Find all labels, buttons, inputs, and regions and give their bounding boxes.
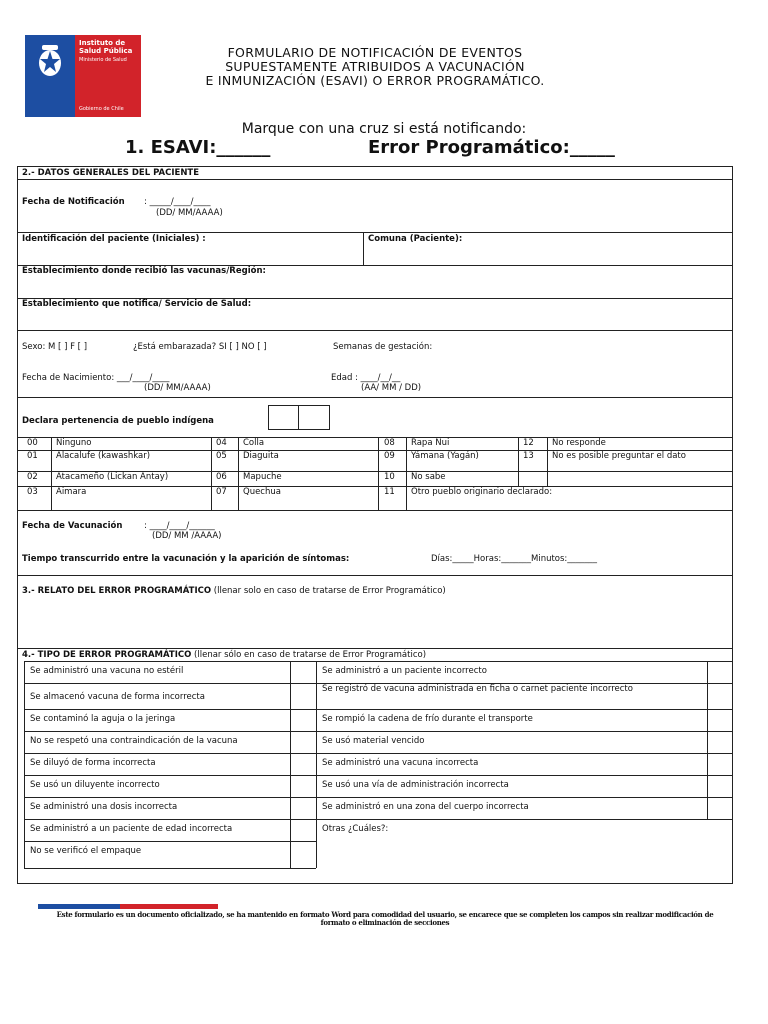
section4-title [22,650,426,660]
fecha-notificacion-format: (DD/ MM/AAAA) [156,208,223,218]
section3-heading: 3.- RELATO DEL ERROR PROGRAMÁTICO [22,586,212,596]
pueblo-code: 07 [216,487,227,497]
error-type-checkbox[interactable] [290,753,316,775]
edad-field[interactable]: Edad : ____/__/__ [331,373,401,383]
error-type-label: Se usó material vencido [322,736,425,746]
error-type-checkbox[interactable] [707,775,733,797]
fecha-notificacion-field[interactable]: : _____/____/____ [144,197,211,207]
fecha-vacunacion-field[interactable]: : ____/____/______ [144,521,215,531]
grid-hline [24,753,733,754]
error-type-label: Se rompió la cadena de frío durante el transporte [322,714,533,724]
pueblo-code: 03 [27,487,38,497]
error-type-label: Se administró a un paciente de edad incorrecta [30,824,233,834]
error-type-label: Se registró de vacuna administrada en ficha o carnet paciente incorrecto [322,684,633,694]
pueblo-code-box-1[interactable] [268,405,299,430]
fecha-nacimiento-field[interactable]: Fecha de Nacimiento: ___/____/____ [22,373,170,383]
establecimiento-notifica-label[interactable]: Establecimiento que notifica/ Servicio de Salud: [22,299,252,309]
sexo-field[interactable]: Sexo: M [ ] F [ ] [22,342,88,352]
pueblo-name: Rapa Nui [411,438,450,448]
grid-hline [24,731,733,732]
error-type-label: Se administró en una zona del cuerpo incorrecta [322,802,529,812]
error-type-checkbox[interactable] [290,683,316,709]
semanas-gestacion-field[interactable]: Semanas de gestación: [333,342,433,352]
marque-instruction: Marque con una cruz si está notificando: [241,121,527,137]
error-type-checkbox[interactable] [290,841,316,868]
fecha-vacunacion-format: (DD/ MM /AAAA) [152,531,222,541]
pueblo-name: Yámana (Yagán) [411,451,479,461]
error-type-label: Otras ¿Cuáles?: [322,824,389,834]
institution-logo [25,35,141,117]
pueblo-code: 04 [216,438,227,448]
error-type-label: Se administró una vacuna incorrecta [322,758,479,768]
grid-hline [24,841,316,842]
pueblo-name: Diaguita [243,451,279,461]
comuna-label[interactable]: Comuna (Paciente): [368,234,463,244]
error-type-label: Se administró una dosis incorrecta [30,802,178,812]
identificacion-label[interactable]: Identificación del paciente (Iniciales) : [22,234,206,244]
title-line-3: E INMUNIZACIÓN (ESAVI) O ERROR PROGRAMÁTICO. [205,73,545,88]
error-programatico-field[interactable]: Error Programático:_____ [368,137,615,158]
pueblo-name: Quechua [243,487,281,497]
grid-hline [24,775,733,776]
grid-hline [24,797,733,798]
tiempo-transcurrido-label: Tiempo transcurrido entre la vacunación y la aparición de síntomas: [22,554,350,564]
pueblo-name: Otro pueblo originario declarado: [411,487,553,497]
error-type-checkbox[interactable] [707,683,733,709]
grid-hline [24,868,316,869]
coat-of-arms-icon [33,41,67,81]
pueblo-code: 09 [384,451,395,461]
grid-vline [316,661,317,868]
error-type-label: Se contaminó la aguja o la jeringa [30,714,176,724]
edad-format: (AA/ MM / DD) [361,383,422,393]
error-type-checkbox[interactable] [707,661,733,683]
error-type-checkbox[interactable] [707,797,733,819]
error-type-checkbox[interactable] [290,661,316,683]
error-type-label: Se almacenó vacuna de forma incorrecta [30,692,205,702]
fecha-vacunacion-label: Fecha de Vacunación [22,521,123,531]
pueblo-code: 11 [384,487,395,497]
error-type-label: Se usó una vía de administración incorrecta [322,780,509,790]
grid-hline [24,661,733,662]
establecimiento-vacunas-label[interactable]: Establecimiento donde recibió las vacunas/Región: [22,266,266,276]
error-type-label: Se usó un diluyente incorrecto [30,780,160,790]
pueblo-name: Mapuche [243,472,282,482]
error-type-label: Se diluyó de forma incorrecta [30,758,156,768]
error-type-checkbox[interactable] [290,775,316,797]
pueblo-name: Atacameño (Lickan Antay) [56,472,169,482]
error-type-checkbox[interactable] [290,709,316,731]
pueblo-code: 05 [216,451,227,461]
esavi-field[interactable]: 1. ESAVI:______ [125,137,271,158]
title-line-1: FORMULARIO DE NOTIFICACIÓN DE EVENTOS [227,45,523,60]
section3-title [22,586,446,596]
error-type-label: Se administró una vacuna no estéril [30,666,184,676]
footer-bar-red [120,904,218,909]
logo-line4: Gobierno de Chile [79,106,124,112]
footer-note [40,911,730,927]
pueblo-code: 00 [27,438,38,448]
pueblo-name: Aimara [56,487,87,497]
pueblo-code: 13 [523,451,534,461]
footer-note-line-2: formato o eliminación de secciones [320,918,450,927]
form-title [150,46,600,88]
pueblo-name: No es posible preguntar el dato [552,451,686,461]
error-type-checkbox[interactable] [290,797,316,819]
pueblo-name: No sabe [411,472,446,482]
pueblo-name: Colla [243,438,265,448]
pueblo-code: 10 [384,472,395,482]
section4-heading: 4.- TIPO DE ERROR PROGRAMÁTICO [22,650,192,660]
pueblo-code: 06 [216,472,227,482]
section4-note: (llenar sólo en caso de tratarse de Error Programático) [191,650,427,660]
pueblo-code: 01 [27,451,38,461]
section3-note: (llenar solo en caso de tratarse de Error Programático) [211,586,446,596]
error-type-label: No se verificó el empaque [30,846,142,856]
footer-bar-blue [38,904,120,909]
error-type-label: No se respetó una contraindicación de la vacuna [30,736,238,746]
pueblo-name: Alacalufe (kawashkar) [56,451,151,461]
error-type-checkbox[interactable] [707,709,733,731]
footer-note-line-1: Este formulario es un documento oficializado, se ha mantenido en formato Word para comodidad del usuario, se encarece que se completen los campos sin realizar modificación de [56,910,714,919]
error-type-checkbox[interactable] [707,753,733,775]
error-type-checkbox[interactable] [290,731,316,753]
pueblo-name: No responde [552,438,606,448]
pueblo-indigena-label: Declara pertenencia de pueblo indígena [22,416,214,426]
fecha-notificacion-label: Fecha de Notificación [22,197,125,207]
title-line-2: SUPUESTAMENTE ATRIBUIDOS A VACUNACIÓN [225,59,525,74]
tiempo-transcurrido-field[interactable]: Días:_____Horas:_______Minutos:_______ [431,554,598,564]
grid-hline [24,709,733,710]
pueblo-code: 12 [523,438,534,448]
error-type-checkbox[interactable] [707,731,733,753]
fecha-nacimiento-format: (DD/ MM/AAAA) [144,383,211,393]
logo-line2: Salud Pública [79,47,133,55]
embarazada-field[interactable]: ¿Está embarazada? SI [ ] NO [ ] [133,342,267,352]
section2-title: 2.- DATOS GENERALES DEL PACIENTE [22,168,200,178]
logo-line1: Instituto de [79,39,126,47]
pueblo-code: 02 [27,472,38,482]
logo-line3: Ministerio de Salud [79,57,127,63]
pueblo-code-box-2[interactable] [298,405,330,430]
grid-hline [24,819,733,820]
error-type-checkbox[interactable] [290,819,316,841]
pueblo-code: 08 [384,438,395,448]
grid-vline [24,661,25,868]
error-type-label: Se administró a un paciente incorrecto [322,666,487,676]
pueblo-name: Ninguno [56,438,92,448]
